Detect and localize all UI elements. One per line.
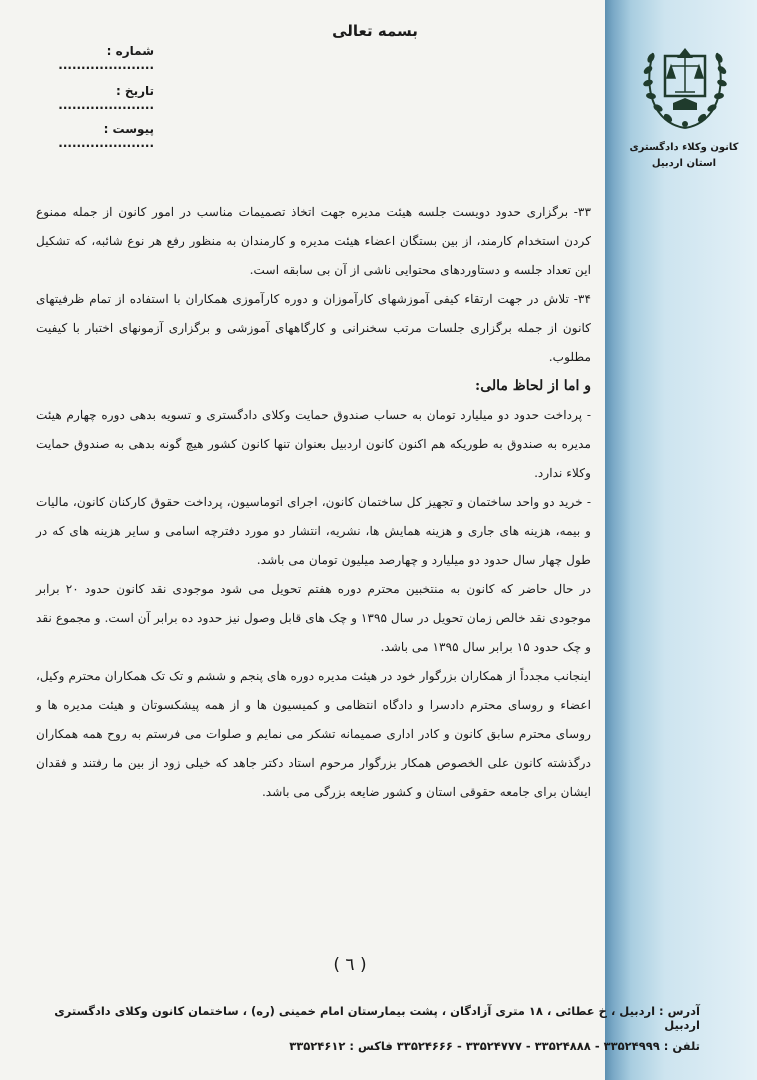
bar-association-logo: [635, 28, 735, 138]
meta-attachment: [44, 122, 154, 150]
paragraph-item-34: ۳۴- تلاش در جهت ارتقاء کیفی آموزشهای کارآموزان و دوره کارآموزی همکاران با استفاده از تمام ظرفیتهای کانون از جمله برگزاری جلسات مرتب سخنرانی و کارگاههای آموزشی و برگزاری آزمونهای اختبار با کیفیت مطلوب.: [36, 292, 591, 364]
meta-attachment-label: پیوست :: [103, 122, 154, 136]
meta-number-label: شماره :: [106, 44, 154, 58]
organization-line-2: استان اردبیل: [651, 158, 717, 169]
page-title: بسمه تعالی: [332, 22, 418, 40]
organization-name: [625, 140, 743, 172]
financial-heading: و اما از لحاظ مالی:: [475, 378, 591, 394]
meta-date: [44, 84, 154, 112]
organization-line-1: کانون وکلاء دادگستری: [629, 142, 739, 153]
paragraph-item-33: ۳۳- برگزاری حدود دویست جلسه هیئت مدیره جهت اتخاذ تصمیمات مناسب در امور کانون از جمله ممنوع کردن استخدام کارمند، از بین بستگان اعضاء هیئت مدیره و کارمندان به منظور رفع هر نوع شائبه، که تشکیل این تعداد جلسه و دستاوردهای محتوایی ناشی از آن بی سابقه است.: [36, 205, 591, 277]
page-number: ( ٦ ): [333, 955, 367, 975]
paragraph-purchase: - خرید دو واحد ساختمان و تجهیز کل ساختمان کانون، اجرای اتوماسیون، پرداخت حقوق کارکنان کانون، مالیات و بیمه، هزینه های جاری و هزینه همایش ها، نشریه، انتشار دو مورد دفترچه اسامی و سایر هزینه های که در طول چهار سال حدود دو میلیارد و چهارصد میلیون تومان می باشد.: [36, 495, 591, 567]
footer-address: آدرس : اردبیل ، خ عطائی ، ۱۸ متری آزادگان ، پشت بیمارستان امام خمینی (ره) ، ساختمان کانون وکلای دادگستری اردبیل: [54, 1004, 700, 1032]
meta-date-label: تاریخ :: [115, 84, 154, 98]
letter-body: [36, 198, 591, 807]
meta-attachment-dots: .....................: [58, 136, 154, 150]
footer-phones: تلفن : ۳۳۵۲۴۹۹۹ - ۳۳۵۲۴۸۸۸ - ۳۳۵۲۴۷۷۷ - ۳۳۵۲۴۶۶۶ فاکس : ۳۳۵۲۴۶۱۲: [289, 1039, 700, 1053]
paragraph-acknowledgement: اینجانب مجدداً از همکاران بزرگوار خود در هیئت مدیره دوره های پنجم و ششم و تک تک همکاران محترم وکیل، اعضاء و روسای محترم دادسرا و دادگاه انتظامی و کمیسیون ها و از همه پیشکسوتان و هیئت مدیره ها و روسای محترم سابق کانون و کادر اداری صمیمانه تشکر می نمایم و صلوات می فرستم به روح همه همکاران درگذشته کانون علی الخصوص همکار بزرگوار مرحوم استاد دکتر جاهد که خیلی زود از بین ما رفتند و فقدان ایشان برای جامعه حقوقی استان و کشور ضایعه بزرگی می باشد.: [36, 669, 591, 799]
meta-number: [44, 44, 154, 72]
stripe-gap: [593, 0, 605, 1080]
meta-number-dots: .....................: [58, 58, 154, 72]
paragraph-current-status: در حال حاضر که کانون به منتخبین محترم دوره هفتم تحویل می شود موجودی نقد کانون حدود ۲۰ برابر موجودی نقد خالص زمان تحویل در سال ۱۳۹۵ و چک های قابل وصول نیز حدود ده برابر آن است. و مجموع نقد و چک حدود ۱۵ برابر سال ۱۳۹۵ می باشد.: [35, 582, 591, 654]
meta-date-dots: .....................: [58, 98, 154, 112]
paragraph-payment: - پرداخت حدود دو میلیارد تومان به حساب صندوق حمایت وکلای دادگستری و تسویه بدهی دوره چهارم هیئت مدیره به صندوق به طوریکه هم اکنون کانون اردبیل بعنوان تنها کانون کشور هیچ گونه بدهی به صندوق حمایت وکلاء ندارد.: [36, 408, 591, 480]
